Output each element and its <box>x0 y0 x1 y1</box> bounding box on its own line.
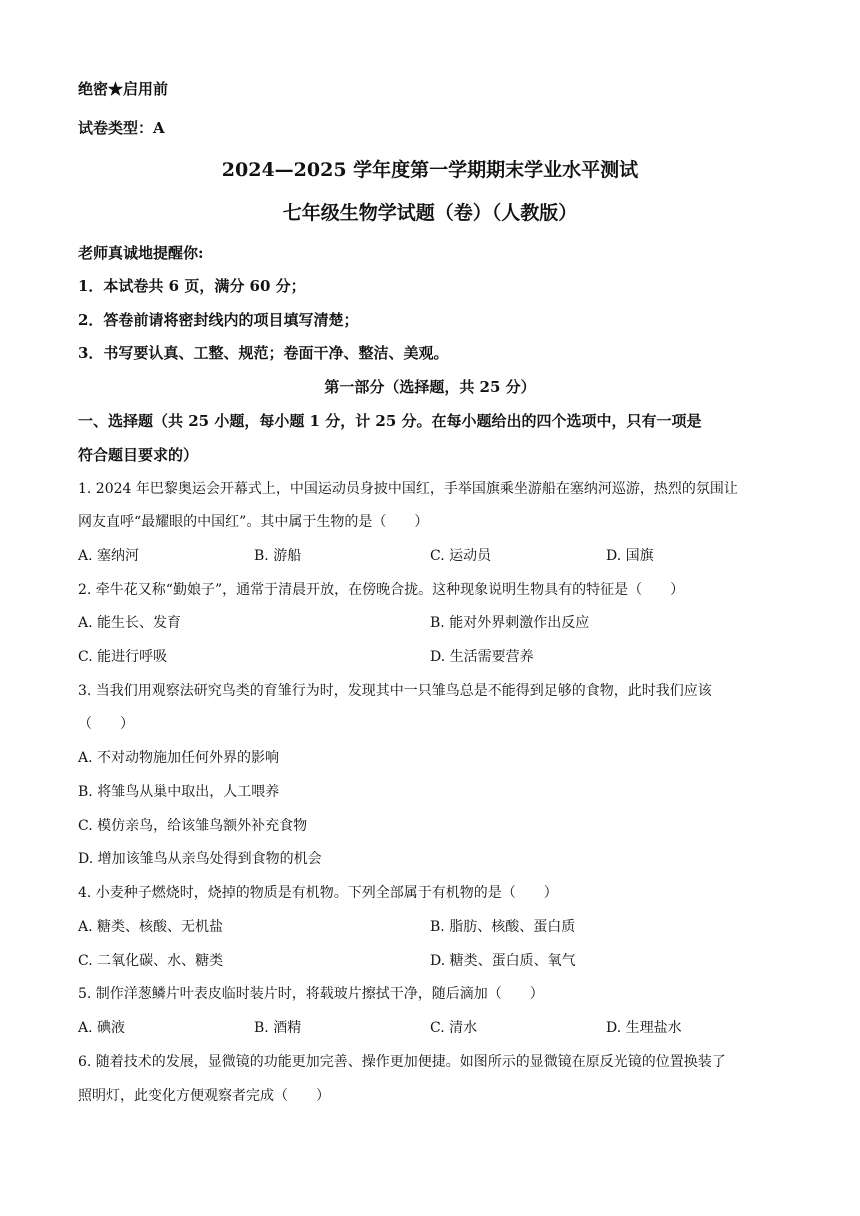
reminder-item: 3．书写要认真、工整、规范；卷面干净、整洁、美观。 <box>78 344 449 362</box>
reminder-item: 1．本试卷共 6 页，满分 60 分； <box>78 277 306 295</box>
question-3-option-c: C. 模仿亲鸟，给该雏鸟额外补充食物 <box>78 818 308 834</box>
question-2-option-a: A. 能生长、发育 <box>78 615 182 631</box>
question-4-option-c: C. 二氧化碳、水、糖类 <box>78 953 224 969</box>
question-3-option-a: A. 不对动物施加任何外界的影响 <box>78 750 280 766</box>
question-1-option-a: A. 塞纳河 <box>78 548 140 564</box>
question-4-option-a: A. 糖类、核酸、无机盐 <box>78 919 224 935</box>
question-1-text: 网友直呼“最耀眼的中国红”。其中属于生物的是（ ） <box>78 514 429 530</box>
question-5-option-b: B. 酒精 <box>254 1020 302 1036</box>
question-1-option-d: D. 国旗 <box>606 548 654 564</box>
question-5-option-a: A. 碘液 <box>78 1020 126 1036</box>
question-5-text: 5. 制作洋葱鳞片叶表皮临时装片时，将载玻片擦拭干净，随后滴加（ ） <box>78 986 544 1002</box>
question-1-text: 1. 2024 年巴黎奥运会开幕式上，中国运动员身披中国红，手举国旗乘坐游船在塞纳河巡游，热烈的氛围让 <box>78 481 738 497</box>
question-5-option-c: C. 清水 <box>430 1020 478 1036</box>
section-instruction: 一、选择题（共 25 小题，每小题 1 分，计 25 分。在每小题给出的四个选项中，只有一项是 <box>78 412 702 430</box>
exam-title: 2024—2025 学年度第一学期期末学业水平测试 <box>221 159 639 181</box>
question-3-option-b: B. 将雏鸟从巢中取出，人工喂养 <box>78 784 280 800</box>
question-3-text: （ ） <box>78 716 134 732</box>
question-2-option-c: C. 能进行呼吸 <box>78 649 168 665</box>
paper-type: 试卷类型：A <box>78 119 165 137</box>
question-5-option-d: D. 生理盐水 <box>606 1020 682 1036</box>
reminder-item: 2．答卷前请将密封线内的项目填写清楚； <box>78 311 359 329</box>
question-1-option-b: B. 游船 <box>254 548 302 564</box>
question-4-option-b: B. 脂肪、核酸、蛋白质 <box>430 919 576 935</box>
question-2-option-b: B. 能对外界刺激作出反应 <box>430 615 590 631</box>
question-6-text: 6. 随着技术的发展，显微镜的功能更加完善、操作更加便捷。如图所示的显微镜在原反光镜的位置换装了 <box>78 1054 726 1070</box>
question-3-option-d: D. 增加该雏鸟从亲鸟处得到食物的机会 <box>78 851 322 867</box>
question-3-text: 3. 当我们用观察法研究鸟类的育雏行为时，发现其中一只雏鸟总是不能得到足够的食物，此时我们应该 <box>78 683 712 699</box>
question-4-option-d: D. 糖类、蛋白质、氧气 <box>430 953 576 969</box>
question-4-text: 4. 小麦种子燃烧时，烧掉的物质是有机物。下列全部属于有机物的是（ ） <box>78 885 558 901</box>
exam-subtitle: 七年级生物学试题（卷）（人教版） <box>282 202 578 224</box>
question-2-text: 2. 牵牛花又称“勤娘子”，通常于清晨开放，在傍晚合拢。这种现象说明生物具有的特征是（ ） <box>78 582 685 598</box>
question-2-option-d: D. 生活需要营养 <box>430 649 534 665</box>
section-instruction: 符合题目要求的） <box>78 446 199 464</box>
reminder-heading: 老师真诚地提醒你: <box>78 244 204 262</box>
confidential-mark: 绝密★启用前 <box>78 80 169 98</box>
question-1-option-c: C. 运动员 <box>430 548 492 564</box>
question-6-text: 照明灯，此变化方便观察者完成（ ） <box>78 1088 330 1104</box>
part-one-heading: 第一部分（选择题，共 25 分） <box>324 378 536 396</box>
